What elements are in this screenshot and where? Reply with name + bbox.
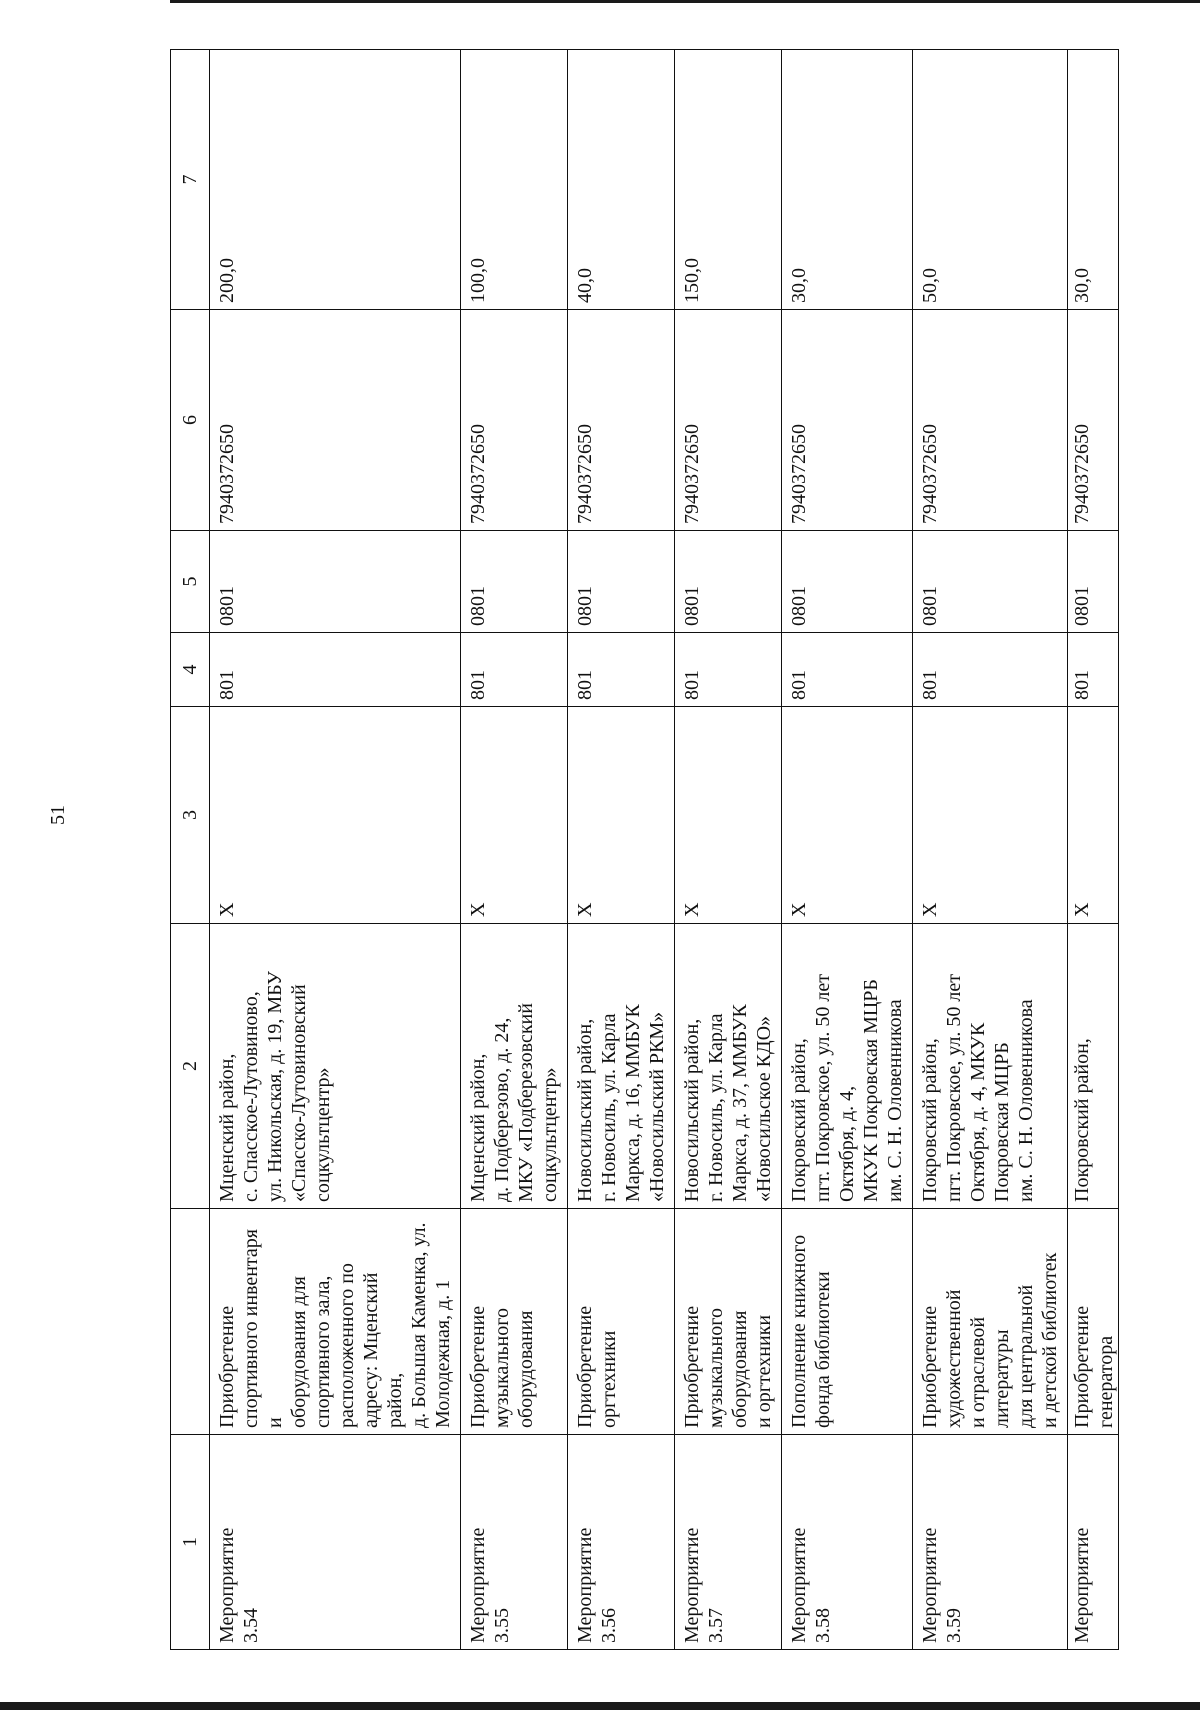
name-cell: Приобретение генератора (1068, 1209, 1119, 1435)
col5-cell: 0801 (568, 531, 675, 633)
page-number: 51 (47, 805, 69, 825)
event-cell: Мероприятие (1068, 1435, 1119, 1650)
col7-cell: 50,0 (913, 50, 1068, 310)
address-cell: Мценский район, д. Подберезово, д. 24, МКУ «Подберезовский соцкультцентр» (461, 924, 568, 1209)
col6-cell: 7940372650 (913, 310, 1068, 531)
header-col-1b (171, 1209, 210, 1435)
event-cell: Мероприятие 3.54 (210, 1435, 461, 1650)
col3-cell: X (568, 707, 675, 924)
event-cell: Мероприятие 3.59 (913, 1435, 1068, 1650)
name-cell: Приобретение музыкального оборудования и оргтехники (675, 1209, 782, 1435)
event-cell: Мероприятие 3.55 (461, 1435, 568, 1650)
col4-cell: 801 (210, 633, 461, 707)
col6-cell: 7940372650 (675, 310, 782, 531)
col5-cell: 0801 (1068, 531, 1119, 633)
col3-cell: X (913, 707, 1068, 924)
col7-cell: 30,0 (1068, 50, 1119, 310)
col5-cell: 0801 (210, 531, 461, 633)
name-cell: Приобретение оргтехники (568, 1209, 675, 1435)
col6-cell: 7940372650 (210, 310, 461, 531)
scan-edge-bottom (0, 1702, 1200, 1710)
table-row (1068, 50, 1119, 1650)
header-col-2: 2 (171, 924, 210, 1209)
col4-cell: 801 (568, 633, 675, 707)
col5-cell: 0801 (782, 531, 913, 633)
name-cell: Приобретение спортивного инвентаря и оборудования для спортивного зала, расположенного по адресу: Мценский район, д. Большая Каменка, ул. Молодежная, д. 1 (210, 1209, 461, 1435)
col6-cell: 7940372650 (461, 310, 568, 531)
col5-cell: 0801 (461, 531, 568, 633)
name-cell: Приобретение музыкального оборудования (461, 1209, 568, 1435)
address-cell: Покровский район, пгт. Покровское, ул. 50 лет Октября, д. 4, МКУК Покровская МЦРБ им. С. Н. Оловенникова (782, 924, 913, 1209)
event-cell: Мероприятие 3.58 (782, 1435, 913, 1650)
header-col-6: 6 (171, 310, 210, 531)
col4-cell: 801 (461, 633, 568, 707)
table-row (913, 50, 1068, 1650)
table-row (782, 50, 913, 1650)
header-col-1: 1 (171, 1435, 210, 1650)
col3-cell: X (782, 707, 913, 924)
col4-cell: 801 (782, 633, 913, 707)
header-col-5: 5 (171, 531, 210, 633)
address-cell: Покровский район, (1068, 924, 1119, 1209)
header-col-3: 3 (171, 707, 210, 924)
col6-cell: 7940372650 (782, 310, 913, 531)
col7-cell: 30,0 (782, 50, 913, 310)
address-cell: Новосильский район, г. Новосиль, ул. Карла Маркса, д. 37, ММБУК «Новосильское КДО» (675, 924, 782, 1209)
col6-cell: 7940372650 (568, 310, 675, 531)
address-cell: Мценский район, с. Спасское-Лутовиново, ул. Никольская, д. 19, МБУ «Спасско-Лутовиновский соцкультцентр» (210, 924, 461, 1209)
table-row (568, 50, 675, 1650)
rotated-table-frame (170, 50, 1200, 1643)
table-row (461, 50, 568, 1650)
name-cell: Пополнение книжного фонда библиотеки (782, 1209, 913, 1435)
scan-edge-top (170, 0, 1200, 3)
table-row (675, 50, 782, 1650)
col3-cell: X (1068, 707, 1119, 924)
col3-cell: X (461, 707, 568, 924)
address-cell: Новосильский район, г. Новосиль, ул. Карла Маркса, д. 16, ММБУК «Новосильский РКМ» (568, 924, 675, 1209)
col4-cell: 801 (913, 633, 1068, 707)
name-cell: Приобретение художественной и отраслевой литературы для центральной и детской библиотек (913, 1209, 1068, 1435)
budget-activities-table (170, 49, 1119, 1650)
rotated-table-content (170, 50, 1117, 1650)
col7-cell: 100,0 (461, 50, 568, 310)
col7-cell: 40,0 (568, 50, 675, 310)
col6-cell: 7940372650 (1068, 310, 1119, 531)
col4-cell: 801 (1068, 633, 1119, 707)
address-cell: Покровский район, пгт. Покровское, ул. 50 лет Октября, д. 4, МКУК Покровская МЦРБ им. С. Н. Оловенникова (913, 924, 1068, 1209)
col3-cell: X (210, 707, 461, 924)
col5-cell: 0801 (675, 531, 782, 633)
event-cell: Мероприятие 3.56 (568, 1435, 675, 1650)
col7-cell: 150,0 (675, 50, 782, 310)
header-col-7: 7 (171, 50, 210, 310)
col7-cell: 200,0 (210, 50, 461, 310)
col3-cell: X (675, 707, 782, 924)
table-row (210, 50, 461, 1650)
header-col-4: 4 (171, 633, 210, 707)
col4-cell: 801 (675, 633, 782, 707)
header-row (171, 50, 210, 1650)
event-cell: Мероприятие 3.57 (675, 1435, 782, 1650)
col5-cell: 0801 (913, 531, 1068, 633)
